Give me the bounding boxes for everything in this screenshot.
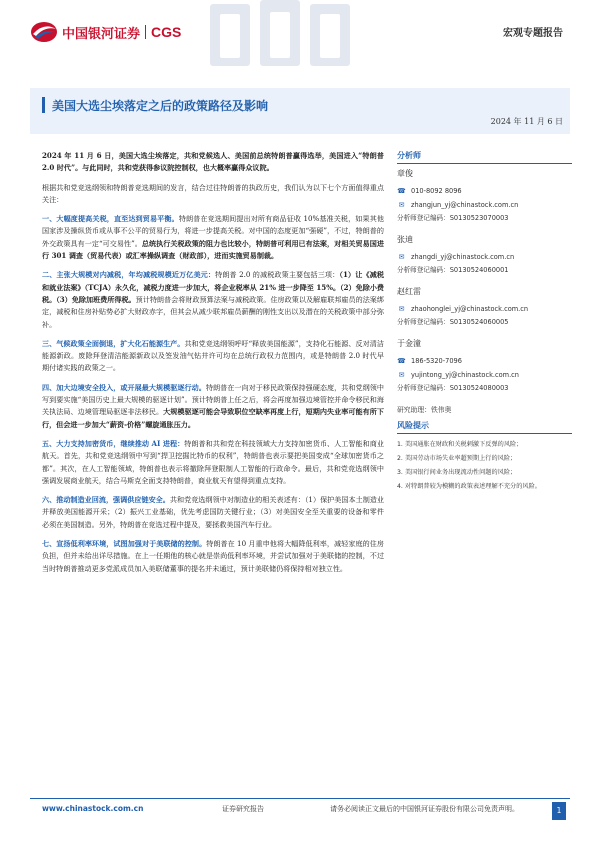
email-icon: ✉ bbox=[398, 253, 405, 261]
section-body: 共和党竞选纲领呼吁“释放美国能源”，支持化石能源、反对清洁能源新政。废除拜登清洁能源新政以及签发油气钻井许可均在总统行政权力范围内，或是特朗普 2.0 时代早期付诸实践的政策之一。 bbox=[42, 338, 384, 373]
section-5 bbox=[42, 438, 384, 487]
analyst-card bbox=[397, 338, 572, 394]
section-body: 特朗普在一向对于移民政策保持强硬态度，共和党纲领中写到要实施“美国历史上最大规模的驱逐计划”。预计特朗普上任之后，将会再度加强边境管控并命令移民和海关执法局、边境管理局驱逐非法移民。 bbox=[42, 382, 384, 417]
title-accent-bar bbox=[42, 97, 45, 113]
analyst-registration: 分析师登记编码：S0130524060005 bbox=[397, 318, 509, 326]
analyst-email[interactable]: zhaohonglei_yj@chinastock.com.cn bbox=[411, 305, 529, 313]
risk-item: 2. 美国劳动市场失业率超预期上行的风险； bbox=[397, 455, 517, 462]
risk-item: 1. 美国通胀在财政和关税刺激下反弹的风险； bbox=[397, 441, 523, 448]
analyst-registration: 分析师登记编码：S0130524060001 bbox=[397, 266, 509, 274]
analyst-name: 赵红雷 bbox=[397, 287, 421, 296]
analyst-name: 于金潼 bbox=[397, 339, 421, 348]
email-icon: ✉ bbox=[398, 371, 405, 379]
main-content bbox=[42, 150, 384, 582]
section-body-bold: （1）让《减税和就业法案》（TCJA）永久化，减税力度进一步加大，将企业税率从 21% 进一步降至 15%。（2）免除小费税。（3）免除加班费所得税。 bbox=[42, 270, 385, 304]
logo-separator bbox=[145, 25, 146, 39]
brand-emblem-icon bbox=[30, 20, 58, 44]
report-title: 美国大选尘埃落定之后的政策路径及影响 bbox=[52, 99, 269, 113]
report-date: 2024 年 11 月 6 日 bbox=[490, 117, 563, 126]
phone-icon: ☎ bbox=[397, 187, 406, 195]
analyst-email-row bbox=[397, 302, 572, 316]
analysts-heading: 分析师 bbox=[397, 150, 572, 164]
intro-paragraph: 根据共和党竞选纲领和特朗普竞选期间的发言，结合过往特朗普的执政历史，我们认为以下七个方面值得重点关注： bbox=[42, 182, 384, 204]
section-heading: 三、气候政策全面倒退，扩大化石能源生产。 bbox=[42, 338, 185, 348]
section-heading: 四、加大边境安全投入，或开展最大规模驱逐行动。 bbox=[42, 382, 206, 392]
section-heading: 七、宣扬低利率环境，试图加强对于美联储的控制。 bbox=[42, 539, 207, 549]
analyst-phone-row bbox=[397, 184, 572, 198]
section-heading: 五、大力支持加密货币，继续推动 AI 进程： bbox=[42, 438, 185, 448]
analyst-phone: 010-8092 8096 bbox=[411, 187, 462, 195]
section-heading: 一、大幅度提高关税，直至达到贸易平衡。 bbox=[42, 214, 179, 224]
header-watermark-graphic bbox=[170, 0, 400, 78]
section-4 bbox=[42, 382, 384, 431]
risk-list bbox=[397, 440, 572, 491]
section-body: 特朗普在 10 月重申他将大幅降低利率，减轻家庭的住房负担，但并未给出详尽措施。在上一任期他的核心就是崇尚低利率环境，并尝试加强对于美联储的控制，不过当时特朗普推动更多党派成员加入美联储董事的提名并未通过，预计美联储仍将保持相对独立性。 bbox=[42, 539, 384, 573]
section-body-bold: 总统执行关税政策的阻力也比较小，特朗普可利用已有法案，对相关贸易国进行 301 调查（贸易代表）或汇率操纵调查（财政部），进而实施贸易制裁。 bbox=[42, 238, 384, 261]
analyst-phone: 186-5320-7096 bbox=[411, 357, 462, 365]
section-heading: 二、主张大规模对内减税，年均减税规模近万亿美元： bbox=[42, 270, 216, 280]
analyst-registration: 分析师登记编码：S0130524080003 bbox=[397, 384, 509, 392]
footer-disclaimer: 请务必阅读正文最后的中国银河证券股份有限公司免责声明。 bbox=[330, 805, 519, 813]
analyst-name: 章俊 bbox=[397, 169, 413, 178]
footer-website-link[interactable]: www.chinastock.com.cn bbox=[42, 804, 144, 813]
footer-divider bbox=[30, 798, 570, 799]
section-7 bbox=[42, 538, 384, 575]
analyst-email-row bbox=[397, 368, 572, 382]
page-number: 1 bbox=[552, 802, 566, 820]
analyst-email[interactable]: zhangdi_yj@chinastock.com.cn bbox=[411, 253, 515, 261]
analyst-email-row bbox=[397, 250, 572, 264]
risk-item: 3. 美国银行间业务出现流动性问题的风险； bbox=[397, 469, 517, 476]
sidebar bbox=[397, 150, 572, 496]
section-body: 特朗普 2.0 的减税政策主要包括三项： bbox=[215, 270, 340, 280]
phone-icon: ☎ bbox=[397, 357, 406, 365]
analyst-card bbox=[397, 286, 572, 328]
brand-name-en: CGS bbox=[151, 24, 182, 40]
analyst-email[interactable]: yujintong_yj@chinastock.com.cn bbox=[411, 371, 519, 379]
analyst-phone-row bbox=[397, 354, 572, 368]
analyst-name: 张迪 bbox=[397, 235, 413, 244]
risk-heading: 风险提示 bbox=[397, 420, 572, 434]
analyst-card bbox=[397, 234, 572, 276]
section-2 bbox=[42, 269, 384, 330]
section-body: 特朗普在竞选期间提出对所有商品征收 10%基准关税，如果其他国家涉及操纵货币或从事不公平的贸易行为，将进一步提高关税。对中国的态度更加“强硬”，不过，特朗普的外交政策具有一定“可交易性”。 bbox=[42, 214, 384, 248]
section-body: 特朗普和共和党在科技领域大力支持加密货币、人工智能和商业航天。首先，共和党竞选纲领中写到“捍卫挖掘比特币的权利”，特朗普也表示要把美国变成“全球加密货币之都”。其次，在人工智能领域，特朗普也表示将撤除拜登限制人工智能的行政命令。最后，共和党竞选纲领中强调发展商业航天，结合马斯克全面支持特朗普，商业航天有望得到重点支持。 bbox=[42, 438, 384, 485]
analyst-registration: 分析师登记编码：S0130523070003 bbox=[397, 214, 509, 222]
footer-report-label: 证券研究报告 bbox=[222, 805, 264, 813]
section-body-bold: 大规模驱逐可能会导致职位空缺率再度上行，短期内失业率可能有所下行，但会进一步加大“薪资-价格”螺旋通胀压力。 bbox=[42, 407, 385, 429]
analyst-card bbox=[397, 168, 572, 224]
analyst-email-row bbox=[397, 198, 572, 212]
section-6 bbox=[42, 494, 384, 531]
research-assistant: 研究助理：铁伟奥 bbox=[397, 406, 452, 414]
section-body: 共和党竞选纲领中对制造业的相关表述有：（1）保护美国本土制造业并释放美国能源开采；（2）振兴工业基础，优先考虑国防关键行业；（3）对美国安全至关重要的设备和零件必须在美国制造。另外，特朗普在竞选过程中提及，要拯救美国汽车行业。 bbox=[42, 495, 384, 529]
section-body-tail: 预计特朗普会将财政预算法案与减税政策。住房政策以及解雇联邦雇员的法案绑定，减税和住房补贴势必扩大财政赤字，但其会从减少联邦雇员薪酬的刚性支出以及潜在的关税政策中部分弥补。 bbox=[42, 294, 384, 329]
brand-logo bbox=[30, 20, 181, 44]
brand-name-cn: 中国银河证券 bbox=[62, 26, 141, 42]
lead-paragraph: 2024 年 11 月 6 日，美国大选尘埃落定，共和党候选人、美国前总统特朗普赢得选举，美国进入“特朗普 2.0 时代”。与此同时，共和党获得参议院控制权，也大概率赢得众议院。 bbox=[42, 151, 384, 173]
section-heading: 六、推动制造业回流，强调供应链安全。 bbox=[42, 495, 170, 505]
risk-item: 4. 对特朗普较为模糊的政策表述理解不充分的风险。 bbox=[397, 483, 541, 490]
email-icon: ✉ bbox=[398, 305, 405, 313]
analyst-email[interactable]: zhangjun_yj@chinastock.com.cn bbox=[411, 201, 519, 209]
report-type-label: 宏观专题报告 bbox=[503, 28, 563, 39]
section-3 bbox=[42, 338, 384, 375]
email-icon: ✉ bbox=[398, 201, 405, 209]
section-1 bbox=[42, 213, 384, 262]
